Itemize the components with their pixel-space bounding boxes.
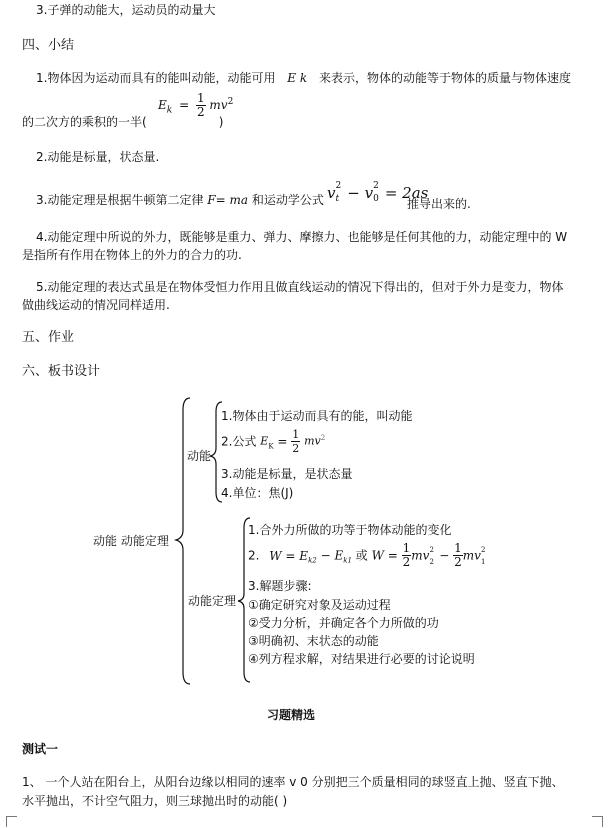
kin-sub-t: t [335,194,340,204]
board-w-eq: W = E [269,548,309,563]
summary-item-3-text-b: 和运动学公式 [251,193,324,207]
exercises-title: 习题精选 [267,708,316,722]
ek-formula-num: 1 [196,91,205,105]
ek-formula-eq: = [179,98,190,112]
board-w-num2: 1 [454,541,462,555]
test-one-heading: 测试一 [22,742,59,756]
ek-formula-rhs: mv [209,98,228,112]
board-w-mv2-sup: 2 [429,545,434,554]
board-ek-num: 1 [292,428,300,441]
summary-item-3-text: 3.动能定理是根据牛顿第二定律 [36,193,204,207]
board-ek-eq: = [277,434,288,449]
board-w-den1: 2 [402,555,411,569]
kin-sub-0: 0 [373,194,379,204]
summary-item-1-text: 1.物体因为运动而具有的能叫动能，动能可用 [36,71,276,85]
section-heading-board-design: 六、板书设计 [22,364,101,379]
board-w-minus: − E [316,548,344,563]
section-heading-homework: 五、作业 [22,330,75,345]
board-kinetic-item-4: 4.单位：焦(J) [221,486,294,500]
board-ek-den: 2 [292,442,300,455]
question-1-line-b: 水平抛出，不计空气阻力，则三球抛出时的动能( ) [22,794,288,808]
kinetic-momentum-line: 3.子弹的动能大，运动员的动量大 [36,3,216,17]
board-ek-rhs: mv [304,434,321,448]
board-w-k2: k2 [308,556,317,565]
board-branch-theorem: 动能定理 [188,594,237,608]
ek-formula-sup: 2 [227,97,234,107]
board-theorem-step-4: ④列方程求解，对结果进行必要的讨论说明 [248,652,475,666]
board-theorem-step-1: ①确定研究对象及运动过程 [248,598,391,612]
newton-formula: F= ma [207,193,249,207]
page-corner-mark-left [6,816,17,827]
board-ek-sub: K [268,442,274,451]
board-w-k1: k1 [343,556,352,565]
summary-item-4-line-b: 是指所有作用在物体上的外力的合力的功. [22,248,242,262]
board-ek-sup: 2 [320,434,326,442]
board-ek-e: E [260,434,269,448]
section-heading-summary: 四、小结 [22,38,75,53]
board-ek-fraction [291,428,300,455]
summary-item-1-text-b: 来表示，物体的动能等于物体的质量与物体速度 [318,71,571,85]
board-w-eq2: W = [371,548,398,563]
kin-sup-1: 2 [335,181,342,191]
board-theorem-item-2-prefix: 2. [248,548,260,563]
board-w-mv2-sub: 2 [429,557,434,566]
main-brace [176,398,190,684]
ek-formula-sub: k [166,105,173,116]
board-kinetic-item-3: 3.动能是标量，是状态量 [221,467,353,481]
board-w-minus2: − [439,548,450,563]
summary-item-5-line-b: 做曲线运动的情况同样适用. [22,298,170,312]
board-w-mv1: mv [462,548,481,563]
board-w-mv2: mv [411,548,430,563]
board-w-mv1-sup: 2 [480,545,486,554]
board-w-frac2 [453,542,463,569]
summary-item-1-close: ) [218,115,224,129]
board-branch-kinetic-energy: 动能 [187,449,212,463]
board-kinetic-item-2 [221,428,325,458]
kin-mid: − v [342,184,374,202]
board-theorem-item-3: 3.解题步骤: [248,579,312,593]
ek-formula-den: 2 [196,105,205,119]
summary-item-1-text-c: 的二次方的乘积的一半( [22,115,147,129]
board-kinetic-item-1: 1.物体由于运动而具有的能，叫动能 [221,409,413,423]
board-w-den2: 2 [454,555,462,569]
board-theorem-item-1: 1.合外力所做的功等于物体动能的变化 [248,523,452,537]
question-1-line-a: 1、 一个人站在阳台上，从阳台边缘以相同的速率 v 0 分别把三个质量相同的球竖直上抛、竖直下抛、 [22,775,564,789]
summary-item-5-line-a: 5.动能定理的表达式虽是在物体受恒力作用且做直线运动的情况下得出的，但对于外力是变力，物体 [36,280,564,294]
board-w-num1: 1 [402,541,411,555]
kin-v: v [327,184,336,202]
ek-formula-lhs: E [158,98,167,112]
summary-item-3-tail: 推导出来的. [407,197,471,211]
summary-item-2: 2.动能是标量，状态量. [36,150,160,164]
board-w-frac1 [402,542,412,569]
kin-sup-2: 2 [373,181,379,191]
kin-rhs: = 2as [380,184,429,202]
summary-item-4-line-a: 4.动能定理中所说的外力，既能够是重力、弹力、摩擦力、也能够是任何其他的力，动能定理中的 W [36,230,568,244]
page-corner-mark-right [592,816,603,827]
board-w-or: 或 [355,548,368,563]
board-kinetic-item-2-prefix: 2.公式 [221,434,257,449]
board-w-mv1-sub: 1 [480,557,486,566]
board-theorem-step-2: ②受力分析，并确定各个力所做的功 [248,616,439,630]
board-theorem-item-2 [248,542,487,576]
board-root-label: 动能 动能定理 [93,534,169,548]
board-theorem-step-3: ③明确初、末状态的动能 [248,634,379,648]
ek-symbol: E k [287,71,308,85]
